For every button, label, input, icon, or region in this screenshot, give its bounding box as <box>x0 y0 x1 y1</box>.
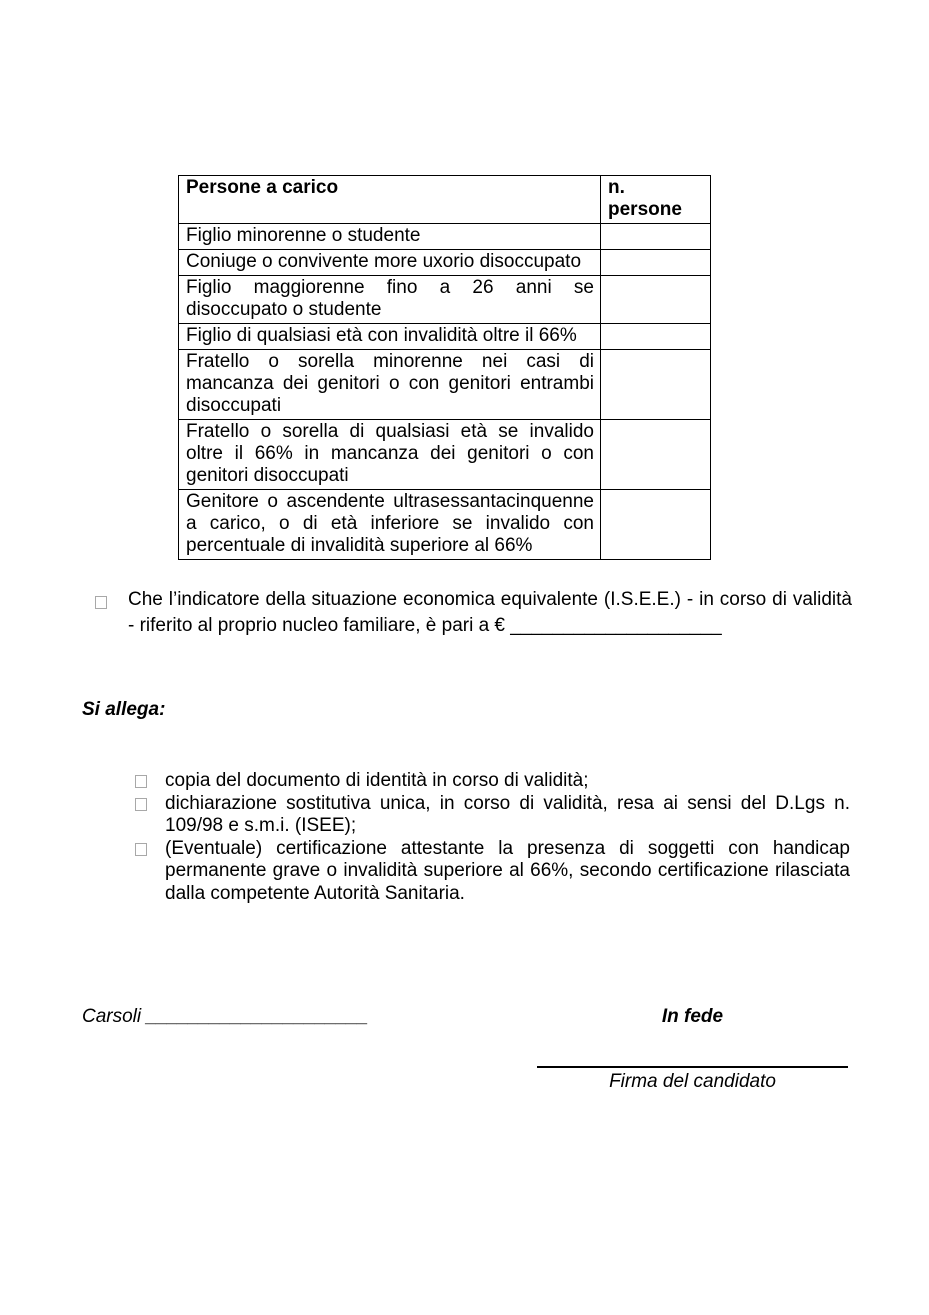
place-date-line <box>82 1006 368 1028</box>
isee-declaration-text <box>128 587 852 639</box>
isee-declaration-item <box>95 587 855 639</box>
isee-amount-label: - riferito al proprio nucleo familiare, è pari a € <box>128 615 511 636</box>
table-row <box>179 324 711 350</box>
attachment-text: (Eventuale) certificazione attestante la presenza di soggetti con handicap permanente grave o invalidità superiore al 66%, secondo certificazione rilasciata dalla competente Autorità Sanitaria. <box>165 837 850 904</box>
signature-caption: Firma del candidato <box>609 1071 776 1092</box>
dependent-label-cell: Coniuge o convivente more uxorio disoccupato <box>179 250 601 276</box>
n-persone-input-cell[interactable] <box>601 324 711 350</box>
in-fede-label: In fede <box>661 1006 724 1027</box>
n-persone-input-cell[interactable] <box>601 350 711 420</box>
attachment-checkbox-icon[interactable] <box>135 843 147 856</box>
col-header-n-persone: n. persone <box>601 176 711 224</box>
attachment-text: copia del documento di identità in corso di validità; <box>165 770 589 791</box>
isee-text-line1: Che l’indicatore della situazione economica equivalente (I.S.E.E.) - in corso di validità <box>128 589 852 610</box>
attachment-item <box>135 793 850 838</box>
place-date-blank[interactable]: _____________________ <box>146 1006 369 1027</box>
persone-a-carico-table <box>178 175 711 560</box>
attachments-list <box>135 770 850 905</box>
place-label: Carsoli <box>82 1006 147 1027</box>
n-persone-input-cell[interactable] <box>601 250 711 276</box>
signature-block <box>537 1066 848 1093</box>
table-row <box>179 276 711 324</box>
isee-checkbox-icon[interactable] <box>95 596 107 609</box>
attachment-item <box>135 838 850 906</box>
n-persone-input-cell[interactable] <box>601 490 711 560</box>
dependent-label-cell: Figlio maggiorenne fino a 26 anni se disoccupato o studente <box>179 276 601 324</box>
attachment-item <box>135 770 850 793</box>
dependent-label-cell: Figlio minorenne o studente <box>179 224 601 250</box>
table-row <box>179 350 711 420</box>
isee-amount-blank[interactable]: ____________________ <box>510 615 722 636</box>
isee-text-line2 <box>128 613 852 639</box>
col-header-persone-a-carico: Persone a carico <box>179 176 601 224</box>
n-persone-input-cell[interactable] <box>601 224 711 250</box>
attachment-checkbox-icon[interactable] <box>135 775 147 788</box>
n-persone-input-cell[interactable] <box>601 420 711 490</box>
attachment-text: dichiarazione sostitutiva unica, in corso di validità, resa ai sensi del D.Lgs n. 109/98 e s.m.i. (ISEE); <box>165 792 850 836</box>
table-row <box>179 224 711 250</box>
table-row <box>179 250 711 276</box>
dependent-label-cell: Fratello o sorella minorenne nei casi di mancanza dei genitori o con genitori entrambi disoccupati <box>179 350 601 420</box>
attachment-checkbox-icon[interactable] <box>135 798 147 811</box>
table-row <box>179 490 711 560</box>
table-row <box>179 420 711 490</box>
dependent-label-cell: Figlio di qualsiasi età con invalidità oltre il 66% <box>179 324 601 350</box>
si-allega-heading: Si allega: <box>82 699 166 720</box>
signature-line[interactable] <box>537 1066 848 1068</box>
dependent-label-cell: Fratello o sorella di qualsiasi età se invalido oltre il 66% in mancanza dei genitori o con genitori disoccupati <box>179 420 601 490</box>
dependent-label-cell: Genitore o ascendente ultrasessantacinquenne a carico, o di età inferiore se invalido con percentuale di invalidità superiore al 66% <box>179 490 601 560</box>
table-header-row <box>179 176 711 224</box>
n-persone-input-cell[interactable] <box>601 276 711 324</box>
